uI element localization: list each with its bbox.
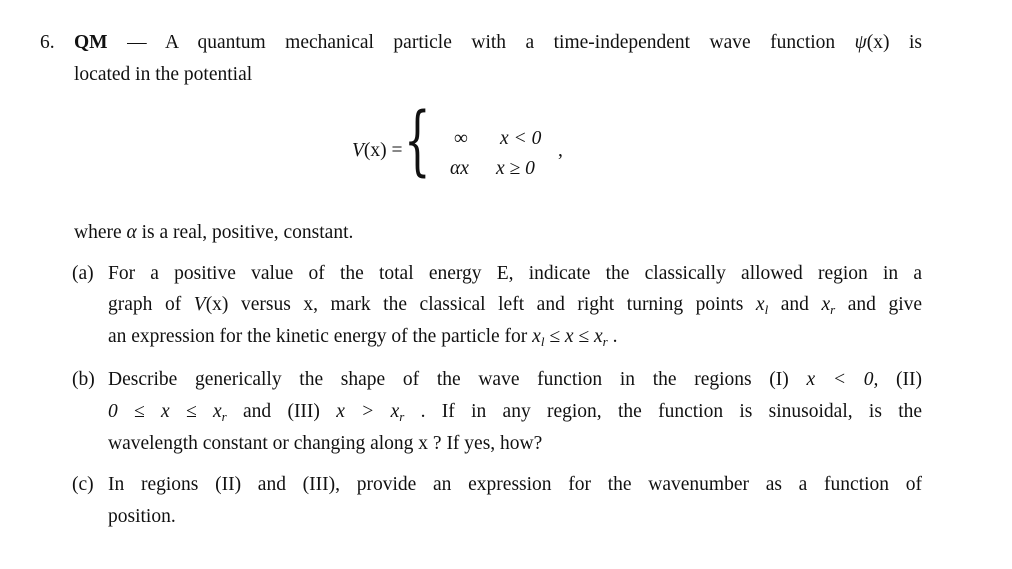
part-c-line2: position.: [108, 506, 176, 527]
psi-argument: (x): [866, 32, 890, 53]
part-a-line1: For a positive value of the total energy E, indicate the classically allowed region in a: [108, 263, 922, 284]
is-text: is: [909, 32, 923, 53]
problem-header-line: [74, 32, 922, 54]
where-line: where α is a real, positive, constant.: [74, 222, 354, 243]
equation-trailing-comma: ,: [558, 140, 563, 161]
part-b-label: (b): [72, 369, 95, 390]
alpha-symbol: α: [126, 222, 137, 243]
problem-intro-text: A quantum mechanical particle with a time-independent wave function: [164, 32, 836, 53]
part-b-line2: $0 \le x \le x_r$ and (III) $x > x_r$ . If in any region, the function is sinusoidal, is the: [108, 401, 923, 424]
part-b-line3: wavelength constant or changing along x ? If yes, how?: [108, 433, 543, 454]
part-a-line3: an expression for the kinetic energy of the particle for $x_l \le x \le x_r$ .: [108, 326, 618, 349]
case2-condition: x ≥ 0: [496, 158, 535, 179]
part-a-line2: graph of V(x) versus x, mark the classical left and right turning points $x_l$ and $x_r$ and give: [108, 294, 923, 317]
case2-value: αx: [450, 158, 469, 179]
case1-condition: x < 0: [500, 128, 542, 149]
case1-value: ∞: [454, 128, 468, 149]
part-c-label: (c): [72, 474, 94, 495]
problem-title: QM: [74, 32, 108, 53]
psi-symbol: ψ: [854, 32, 867, 53]
part-a-label: (a): [72, 263, 94, 284]
title-dash: —: [127, 32, 147, 53]
problem-intro-line2: located in the potential: [74, 64, 253, 85]
potential-equation: [352, 95, 592, 190]
problem-number: 6.: [40, 32, 55, 53]
equation-lhs: V(x) =: [352, 140, 403, 161]
part-b-line1: Describe generically the shape of the wave function in the regions (I) x < 0, (II): [108, 369, 923, 390]
part-c-line1: In regions (II) and (III), provide an expression for the wavenumber as a function of: [108, 474, 922, 495]
left-brace: {: [404, 95, 431, 184]
